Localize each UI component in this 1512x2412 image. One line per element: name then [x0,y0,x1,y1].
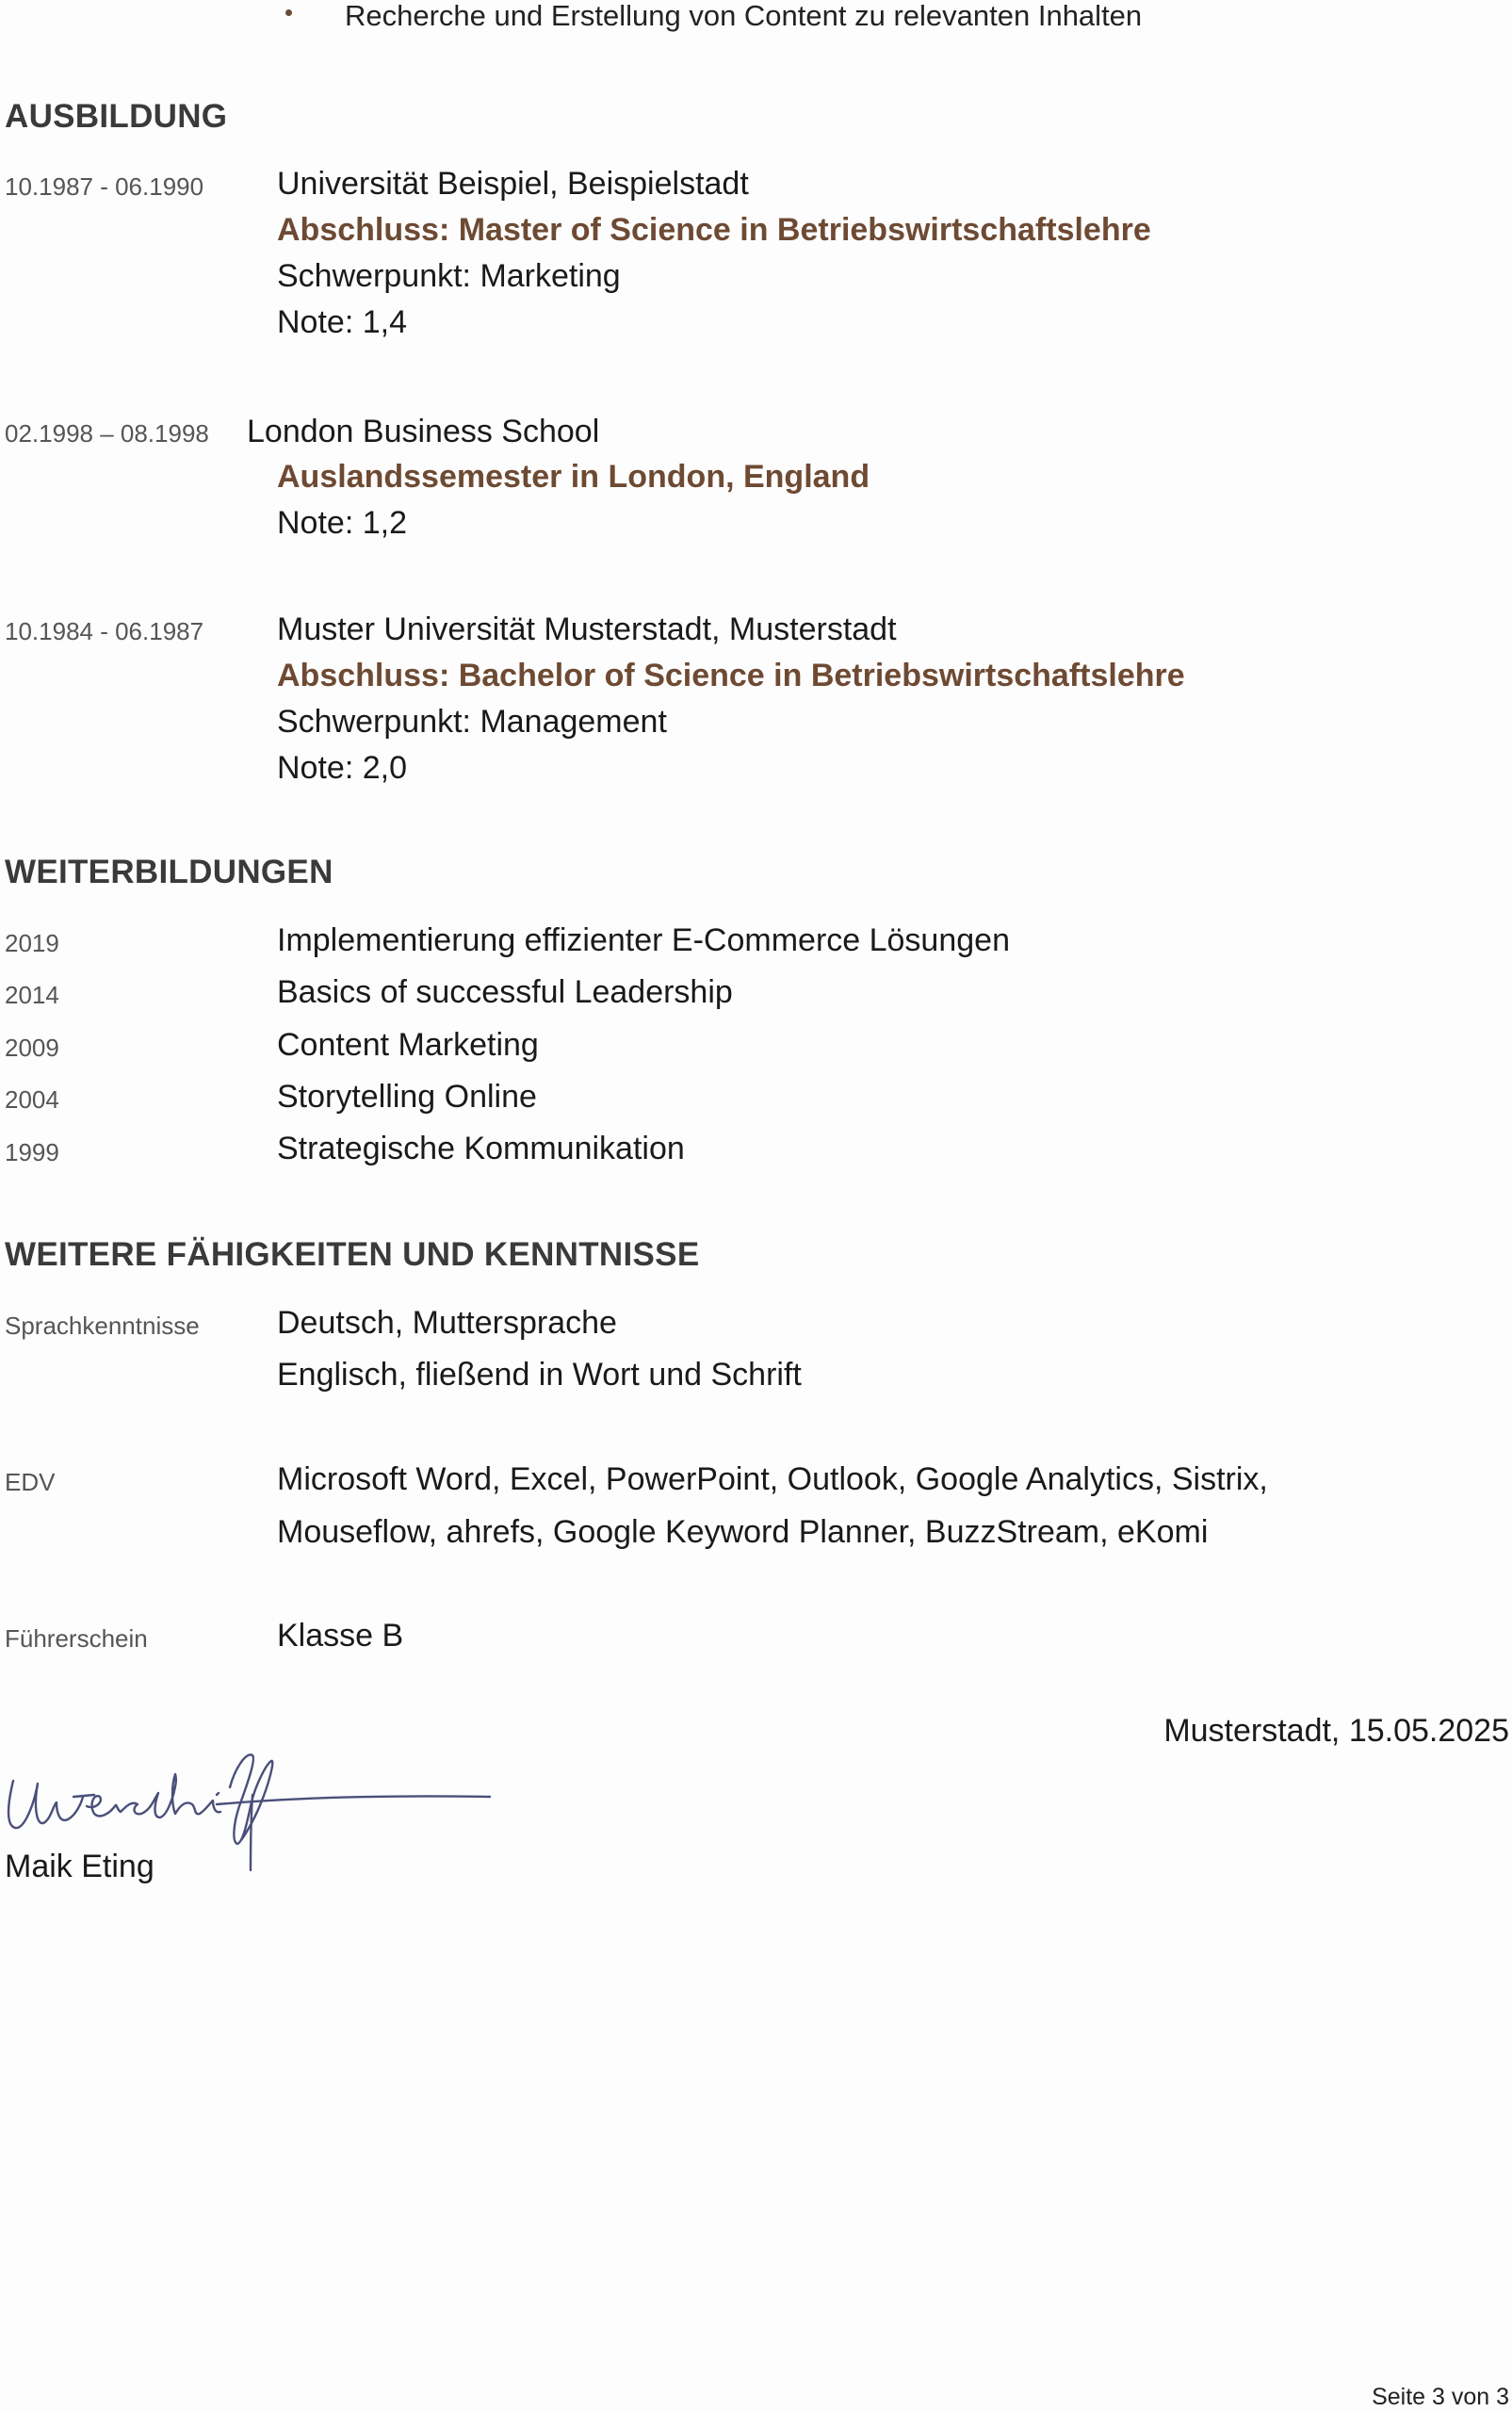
ausbildung-heading: AUSBILDUNG [5,98,228,135]
education-degree: Abschluss: Master of Science in Betriebswirtschaftslehre [277,212,1151,248]
skills-heading: WEITERE FÄHIGKEITEN UND KENNTNISSE [5,1236,700,1273]
training-year: 2014 [5,981,59,1009]
education-institution: Universität Beispiel, Beispielstadt [277,166,749,202]
training-year: 2019 [5,929,59,957]
training-title: Implementierung effizienter E-Commerce Lösungen [277,922,1010,958]
training-title: Storytelling Online [277,1079,537,1115]
skills-label-edv: EDV [5,1468,56,1496]
weiterbildungen-heading: WEITERBILDUNGEN [5,854,333,890]
training-title: Strategische Kommunikation [277,1131,685,1166]
place-and-date: Musterstadt, 15.05.2025 [1163,1713,1509,1749]
education-date: 02.1998 – 08.1998 [5,419,209,448]
education-focus: Schwerpunkt: Management [277,704,667,740]
education-focus: Schwerpunkt: Marketing [277,258,621,294]
training-year: 2009 [5,1034,59,1062]
education-institution: Muster Universität Musterstadt, Musterstadt [277,611,897,647]
education-grade: Note: 1,2 [277,505,407,541]
skills-language-line: Englisch, fließend in Wort und Schrift [277,1357,802,1393]
skills-license-value: Klasse B [277,1618,404,1654]
education-date: 10.1984 - 06.1987 [5,617,204,645]
education-date: 10.1987 - 06.1990 [5,172,204,201]
education-institution: London Business School [247,414,600,449]
skills-label-license: Führerschein [5,1624,148,1653]
skills-edv-line: Mouseflow, ahrefs, Google Keyword Planner, BuzzStream, eKomi [277,1514,1209,1550]
skills-label-languages: Sprachkenntnisse [5,1312,200,1340]
training-title: Basics of successful Leadership [277,974,733,1010]
skills-edv-line: Microsoft Word, Excel, PowerPoint, Outlook, Google Analytics, Sistrix, [277,1461,1268,1497]
education-degree: Auslandssemester in London, England [277,459,870,495]
education-grade: Note: 1,4 [277,304,407,340]
training-year: 2004 [5,1085,59,1114]
signer-name: Maik Eting [5,1849,154,1884]
skills-language-line: Deutsch, Muttersprache [277,1305,617,1341]
education-degree: Abschluss: Bachelor of Science in Betriebswirtschaftslehre [277,658,1185,693]
training-year: 1999 [5,1138,59,1166]
top-bullet-text: Recherche und Erstellung von Content zu relevanten Inhalten [345,0,1143,32]
training-title: Content Marketing [277,1027,539,1063]
education-grade: Note: 2,0 [277,750,407,786]
bullet-dot [285,9,292,16]
page-number: Seite 3 von 3 [1372,2384,1509,2410]
